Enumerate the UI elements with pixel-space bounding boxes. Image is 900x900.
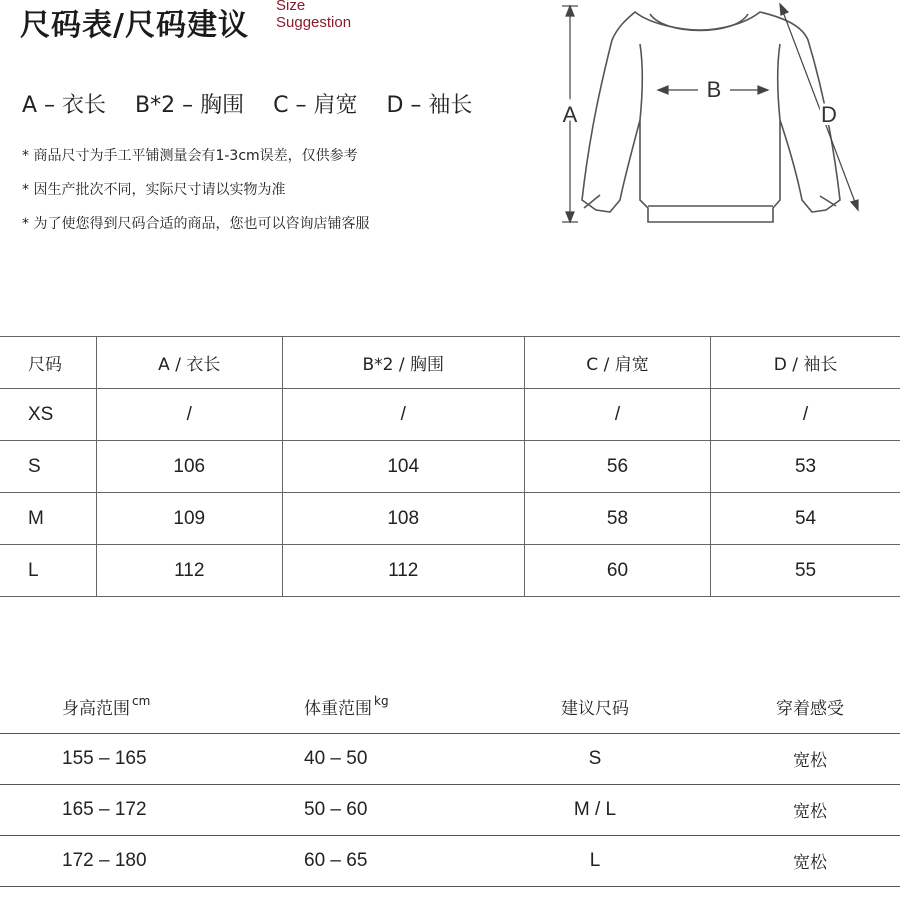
- size-table-header: [0, 337, 900, 389]
- table-cell: 54: [711, 493, 900, 545]
- measure-lines: [562, 4, 858, 222]
- table-cell: 172 – 180: [0, 835, 260, 886]
- legend-b: B*2 – 胸围: [135, 93, 245, 118]
- page-title: 尺码表/尺码建议: [20, 8, 249, 43]
- table-cell: 50 – 60: [260, 784, 490, 835]
- note-3: * 为了使您得到尺码合适的商品，您也可以咨询店铺客服: [22, 216, 370, 232]
- table-cell: S: [0, 441, 97, 493]
- title-en-line2: Suggestion: [276, 14, 352, 31]
- label-d: D: [821, 102, 837, 127]
- notes: [22, 146, 369, 248]
- table-row: [0, 545, 900, 597]
- table-cell: /: [97, 389, 283, 441]
- table-cell: S: [490, 733, 680, 784]
- table-row: [0, 389, 900, 441]
- table-cell: 40 – 50: [260, 733, 490, 784]
- recommendation-table: [0, 680, 900, 887]
- header-cell: D / 袖长: [711, 337, 900, 389]
- table-cell: 宽松: [680, 835, 900, 886]
- note-2: * 因生产批次不同，实际尺寸请以实物为准: [22, 182, 286, 198]
- table-cell: 55: [711, 545, 900, 597]
- table-cell: 106: [97, 441, 283, 493]
- legend-d: D – 袖长: [386, 93, 473, 118]
- title-en-line1: Size: [276, 0, 306, 14]
- header-height: 身高范围: [62, 698, 130, 719]
- table-cell: L: [0, 545, 97, 597]
- header-cell: A / 衣长: [97, 337, 283, 389]
- legend-a: A – 衣长: [22, 93, 107, 118]
- legend-c: C – 肩宽: [273, 93, 358, 118]
- page-title-english: [276, 0, 351, 31]
- sweater-outline: [582, 12, 840, 222]
- table-cell: 60: [524, 545, 710, 597]
- table-cell: 108: [282, 493, 524, 545]
- sweater-diagram: [540, 0, 900, 240]
- size-table: [0, 336, 900, 597]
- header-cell: [0, 680, 260, 733]
- header-cell: 建议尺码: [490, 680, 680, 733]
- table-cell: 155 – 165: [0, 733, 260, 784]
- table-cell: 104: [282, 441, 524, 493]
- header-cell: C / 肩宽: [524, 337, 710, 389]
- measurement-legend: [22, 88, 494, 119]
- recommendation-table-header: [0, 680, 900, 733]
- table-cell: /: [711, 389, 900, 441]
- table-cell: 58: [524, 493, 710, 545]
- header-cell: [260, 680, 490, 733]
- table-cell: M / L: [490, 784, 680, 835]
- header-cell: 穿着感受: [680, 680, 900, 733]
- table-row: [0, 835, 900, 886]
- table-cell: /: [282, 389, 524, 441]
- table-cell: M: [0, 493, 97, 545]
- table-cell: 宽松: [680, 733, 900, 784]
- table-cell: 109: [97, 493, 283, 545]
- table-cell: 112: [282, 545, 524, 597]
- label-b: B: [706, 77, 722, 102]
- table-row: [0, 733, 900, 784]
- header-cell: 尺码: [0, 337, 97, 389]
- table-cell: 165 – 172: [0, 784, 260, 835]
- table-row: [0, 493, 900, 545]
- label-a: A: [562, 102, 578, 127]
- table-cell: 60 – 65: [260, 835, 490, 886]
- unit-cm: cm: [132, 693, 151, 708]
- table-cell: 53: [711, 441, 900, 493]
- header-weight: 体重范围: [304, 698, 372, 719]
- table-cell: L: [490, 835, 680, 886]
- header-cell: B*2 / 胸围: [282, 337, 524, 389]
- table-cell: /: [524, 389, 710, 441]
- table-cell: 56: [524, 441, 710, 493]
- table-row: [0, 441, 900, 493]
- table-cell: 宽松: [680, 784, 900, 835]
- note-1: * 商品尺寸为手工平铺测量会有1-3cm误差，仅供参考: [22, 148, 358, 164]
- table-cell: XS: [0, 389, 97, 441]
- table-row: [0, 784, 900, 835]
- table-cell: 112: [97, 545, 283, 597]
- unit-kg: kg: [374, 693, 389, 708]
